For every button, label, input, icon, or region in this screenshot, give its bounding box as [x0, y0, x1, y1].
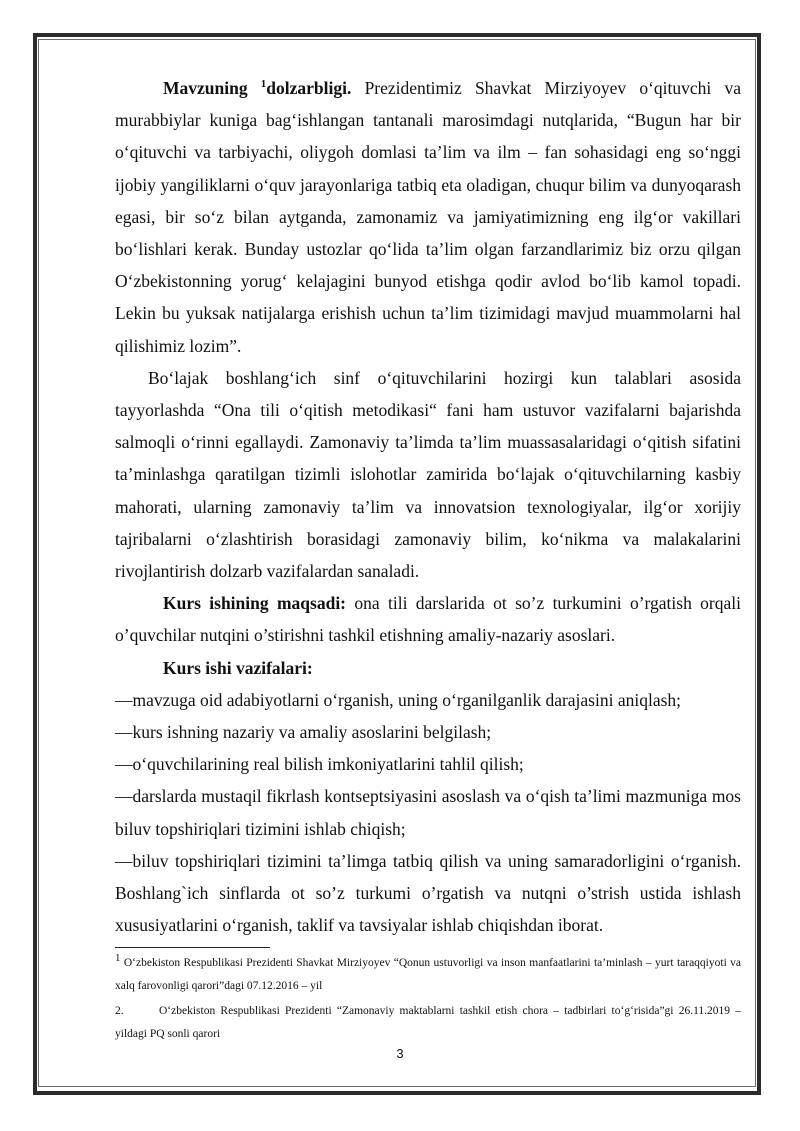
task-item: —kurs ishning nazariy va amaliy asoslarini belgilash; — [115, 722, 492, 743]
relevance-text: Prezidentimiz Shavkat Mirziyoyev o‘qituvchi va murabbiylar kuniga bag‘ishlangan tantanali marosimdagi nutqlarida, “Bugun har bir o‘qituvchi va tarbiyachi, oliygoh domlasi ta’lim va ilm – fan sohasidagi eng so‘nggi ijobiy yangiliklarni o‘quv jarayonlariga tatbiq eta oladigan, chuqur bilim va dunyoqarash egasi, bir so‘z bilan aytganda, zamonamiz va jamiyatimizning eng ilg‘or vakillari bo‘lishlari kerak. Bunday ustozlar qo‘lida ta’lim olgan farzandlarimiz biz orzu qilgan O‘zbekistonning yorug‘ kelajagini bunyod etishga qodir avlod bo‘lib kamol topadi. Lekin bu yuksak natijalarga erishish uchun ta’lim tizimidagi mavjud muammolarni hal qilishimiz lozim”. — [115, 78, 741, 356]
goal-paragraph — [115, 587, 741, 651]
tasks-list — [115, 684, 741, 942]
preparation-paragraph: Bo‘lajak boshlang‘ich sinf o‘qituvchilarini hozirgi kun talablari asosida tayyorlashda “Ona tili o‘qitish metodikasi“ fani ham ustuvor vazifalarni bajarishda salmoqli o‘rinni egallaydi. Zamonaviy ta’limda ta’lim muassasalaridagi o‘qitish sifatini ta’minlashga qaratilgan tizimli islohotlar zamirida bo‘lajak o‘qituvchilarning kasbiy mahorati, ularning zamonaviy ta’lim va innovatsion texnologiyalar, ilg‘or xorijiy tajribalarni o‘zlashtirish borasidagi zamonaviy bilim, ko‘nikma va malakalarini rivojlantirish dolzarb vazifalardan sanaladi. — [115, 367, 741, 582]
goal-heading: Kurs ishining maqsadi: — [163, 593, 347, 614]
footnote-number: 1 — [115, 952, 121, 965]
task-item: —biluv topshiriqlari tizimini ta’limga tatbiq qilish va uning samaradorligini o‘rganish. Boshlang`ich sinflarda ot so’z turkumi o’rgatish va nutqni o’strish ustida ishlash xususiyatlarini o‘rganish, taklif va tavsiyalar ishlab chiqishdan iborat. — [115, 850, 741, 936]
relevance-paragraph — [115, 72, 741, 362]
task-item: —darslarda mustaqil fikrlash kontseptsiyasini asoslash va o‘qish ta’limi mazmuniga mos biluv topshiriqlari tizimini ishlab chiqish; — [115, 786, 741, 839]
task-item: —mavzuga oid adabiyotlarni o‘rganish, uning o‘rganilganlik darajasini aniqlash; — [115, 689, 682, 710]
footnote-separator — [115, 947, 270, 948]
goal-text: ona tili darslarida ot so’z turkumini o’rgatish orqali o’quvchilar nutqini o’stirishni tashkil etishning amaliy-nazariy asoslari. — [115, 593, 742, 646]
tasks-heading: Kurs ishi vazifalari: — [163, 657, 313, 678]
document-body — [115, 72, 741, 1046]
page-number: 3 — [396, 1046, 404, 1061]
footnote-ref-1[interactable]: 1 — [260, 78, 267, 91]
footnote-1 — [115, 952, 741, 998]
relevance-heading-2: dolzarbligi. — [266, 78, 352, 98]
footnote-text: O‘zbekiston Respublikasi Prezidenti Shavkat Mirziyoyev “Qonun ustuvorligi va inson manfaatlarini ta’minlash – yurt taraqqiyoti va xalq farovonligi qarori”dagi 07.12.2016 – yil — [115, 957, 741, 993]
relevance-heading: Mavzuning — [163, 78, 261, 98]
task-item: —o‘quvchilarining real bilish imkoniyatlarini tahlil qilish; — [115, 754, 524, 775]
footnote-number: 2. — [115, 1005, 124, 1018]
footnote-2 — [115, 1000, 741, 1046]
footnote-text: O‘zbekiston Respublikasi Prezidenti “Zamonaviy maktablarni tashkil etish chora – tadbirlari to‘g‘risida”gi 26.11.2019 – yildagi PQ sonli qarori — [115, 1005, 741, 1041]
